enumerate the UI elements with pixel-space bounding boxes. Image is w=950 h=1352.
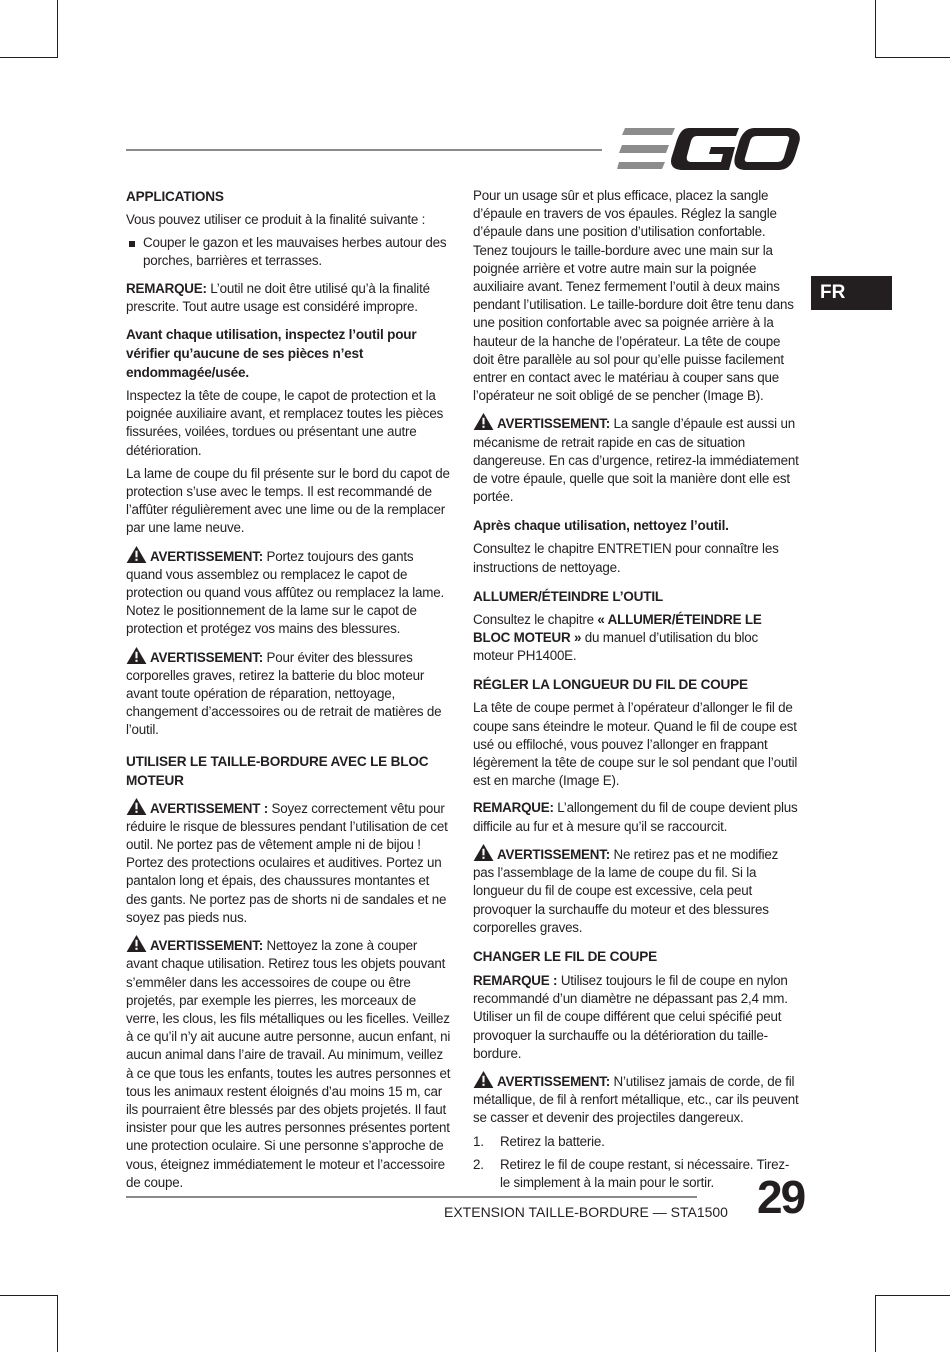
text-run: du manuel d’utilisation du bloc moteur PH1400E. (473, 630, 758, 664)
footer-rule (126, 1196, 697, 1198)
note-text: L’outil ne doit être utilisé qu’à la finalité prescrite. Tout autre usage est considéré impropre. (126, 280, 430, 314)
note-paragraph (126, 280, 452, 316)
paragraph: La tête de coupe permet à l’opérateur d’allonger le fil de coupe sans éteindre le moteur. Quand le fil de coupe est usé ou effiloché, vous pouvez l’allonger en frappant légèrement la tête de coupe sur le sol pendant que l’outil est en marche (Image E). (473, 700, 798, 789)
paragraph: La lame de coupe du fil présente sur le bord du capot de protection s’use avec le temps. Il est recommandé de l’affûter régulièrement avec une lime ou de la remplacer par une lame neuve. (126, 465, 450, 536)
paragraph: Vous pouvez utiliser ce produit à la finalité suivante : (126, 212, 426, 227)
warning-text: Ne retirez pas et ne modifiez pas l’assemblage de la lame de coupe du fil. Si la longueur du fil de coupe est excessive, cela peut provoquer la surchauffe du moteur et des blessures corporelles graves. (473, 846, 779, 935)
warning-label: AVERTISSEMENT: (150, 548, 264, 564)
paragraph: Inspectez la tête de coupe, le capot de protection et la poignée auxiliaire avant, et remplacez toutes les pièces fissurées, voilées, tordues ou présentant une autre détérioration. (126, 388, 444, 458)
paragraph: Pour un usage sûr et plus efficace, placez la sangle d’épaule en travers de vos épaules. Réglez la sangle d’épaule dans une position d’utilisation confortable. Tenez toujours le taille-bordure avec une main sur la poignée arrière et votre autre main sur la poignée auxiliaire avant. Tenez fermement l’outil à deux mains pendant l’utilisation. Le taille-bordure doit être tenu dans une position confortable avec sa poignée arrière à la hauteur de la hanche de l’opérateur. La tête de coupe doit être parallèle au sol pour qu’elle puisse facilement entrer en contact avec le matériau à couper sans que l’opérateur ne soit obligé de se pencher (Image B). (473, 188, 794, 404)
warning-text: La sangle d’épaule est aussi un mécanisme de retrait rapide en cas de situation dangereuse. En cas d’urgence, retirez-la immédiatement de votre épaule, quelle que soit la manière dont elle est portée. (473, 416, 799, 505)
header-rule (126, 149, 602, 151)
list-item: Couper le gazon et les mauvaises herbes autour des porches, barrières et terrasses. (126, 234, 452, 270)
paragraph: Consultez le chapitre ENTRETIEN pour connaître les instructions de nettoyage. (473, 541, 779, 575)
warning-icon (126, 647, 147, 664)
crop-mark (57, 1295, 58, 1352)
warning-label: AVERTISSEMENT: (497, 1073, 611, 1089)
paragraph (473, 611, 799, 666)
section-heading: RÉGLER LA LONGUEUR DU FIL DE COUPE (473, 677, 748, 693)
note-paragraph (473, 799, 799, 835)
crop-mark (57, 0, 58, 58)
warning-icon (473, 844, 494, 861)
warning-text: Soyez correctement vêtu pour réduire le risque de blessures pendant l’utilisation de cet outil. Ne portez pas de vêtement ample ni de bijou ! Portez des protections oculaires et auditives. Portez un pantalon long et épais, des chaussures montantes et des gants. Ne portez pas de shorts ni de sandales et ne soyez pas pieds nus. (126, 800, 448, 925)
crop-mark (875, 1295, 876, 1352)
crop-mark (875, 57, 950, 58)
step-item (473, 1133, 799, 1151)
bullet-list (126, 234, 452, 270)
warning-icon (126, 546, 147, 563)
crop-mark (0, 57, 58, 58)
text-run: Consultez le chapitre (473, 611, 598, 627)
note-label: REMARQUE: (473, 800, 554, 816)
warning-label: AVERTISSEMENT: (497, 846, 611, 862)
language-tab: FR (811, 276, 892, 310)
step-number: 2. (473, 1156, 484, 1172)
warning-label: AVERTISSEMENT: (497, 416, 611, 432)
warning-paragraph (126, 647, 452, 740)
section-heading: Après chaque utilisation, nettoyez l’outil. (473, 518, 729, 534)
right-column (473, 187, 799, 1197)
step-text: Retirez la batterie. (500, 1133, 605, 1149)
warning-text: Portez toujours des gants quand vous assemblez ou remplacez le capot de protection ou quand vous affûtez ou remplacez la lame. Notez le positionnement de la lame sur le capot de protection et protégez vos mains des blessures. (126, 548, 444, 637)
section-heading: UTILISER LE TAILLE-BORDURE AVEC LE BLOC MOTEUR (126, 753, 429, 788)
warning-paragraph (126, 935, 452, 1192)
warning-text: Nettoyez la zone à couper avant chaque utilisation. Retirez tous les objets pouvant s’emmêler dans les accessoires de coupe ou être projetés, par exemple les pierres, les morceaux de verre, les clous, les fils métalliques ou les ficelles. Veillez à ce qu’il n’y ait aucune autre personne, aucun enfant, ni aucun animal dans l’aire de travail. Au minimum, veillez à ce que tous les enfants, toutes les autres personnes et tous les animaux restent éloignés d’au moins 15 m, car ils pourraient être blessés par des objets projetés. Il faut insister pour que les autres personnes présentes portent une protection oculaire. Si une personne s’approche de vous, éteignez immédiatement le moteur et l’accessoire de coupe. (126, 938, 451, 1190)
crop-mark (0, 1295, 58, 1296)
warning-label: AVERTISSEMENT: (150, 649, 264, 665)
steps-list (473, 1133, 799, 1193)
note-label: REMARQUE: (126, 280, 207, 296)
warning-paragraph (473, 1071, 799, 1128)
note-text: L’allongement du fil de coupe devient plus difficile au fur et à mesure qu’il se raccourcit. (473, 800, 798, 834)
step-number: 1. (473, 1133, 484, 1149)
footer-title: EXTENSION TAILLE-BORDURE — STA1500 (444, 1204, 728, 1220)
left-column (126, 187, 452, 1197)
note-paragraph (473, 972, 799, 1063)
warning-icon (126, 935, 147, 952)
warning-icon (126, 798, 147, 815)
section-heading: APPLICATIONS (126, 189, 224, 204)
warning-text: Pour éviter des blessures corporelles graves, retirez la batterie du bloc moteur avant toute opération de réparation, nettoyage, changement d’accessoires ou de retrait de matières de l’outil. (126, 649, 442, 738)
warning-icon (473, 413, 494, 430)
crop-mark (875, 1295, 950, 1296)
warning-label: AVERTISSEMENT : (150, 800, 269, 816)
crop-mark (875, 0, 876, 58)
note-text: Utilisez toujours le fil de coupe en nylon recommandé d’un diamètre ne dépassant pas 2,4 mm. Utiliser un fil de coupe différent que celui spécifié peut provoquer la surchauffe ou la détérioration du taille-bordure. (473, 972, 788, 1061)
warning-paragraph (126, 546, 452, 639)
note-label: REMARQUE : (473, 972, 558, 988)
ego-logo (617, 128, 800, 170)
section-heading: CHANGER LE FIL DE COUPE (473, 948, 657, 964)
warning-paragraph (473, 413, 799, 506)
chapter-reference: « ALLUMER/ÉTEINDRE LE BLOC MOTEUR » (473, 611, 762, 646)
warning-paragraph (473, 844, 799, 937)
step-item (473, 1156, 799, 1192)
warning-icon (473, 1071, 494, 1088)
page-number: 29 (757, 1171, 805, 1223)
section-heading: ALLUMER/ÉTEINDRE L’OUTIL (473, 588, 664, 604)
step-text: Retirez le fil de coupe restant, si nécessaire. Tirez-le simplement à la main pour le sortir. (500, 1156, 790, 1190)
warning-label: AVERTISSEMENT: (150, 938, 264, 954)
section-heading: Avant chaque utilisation, inspectez l’outil pour vérifier qu’aucune de ses pièces n’est endommagée/usée. (126, 327, 417, 381)
warning-paragraph (126, 798, 452, 927)
warning-text: N’utilisez jamais de corde, de fil métallique, de fil à renfort métallique, etc., car ils peuvent se casser et devenir des projectiles dangereux. (473, 1073, 799, 1126)
